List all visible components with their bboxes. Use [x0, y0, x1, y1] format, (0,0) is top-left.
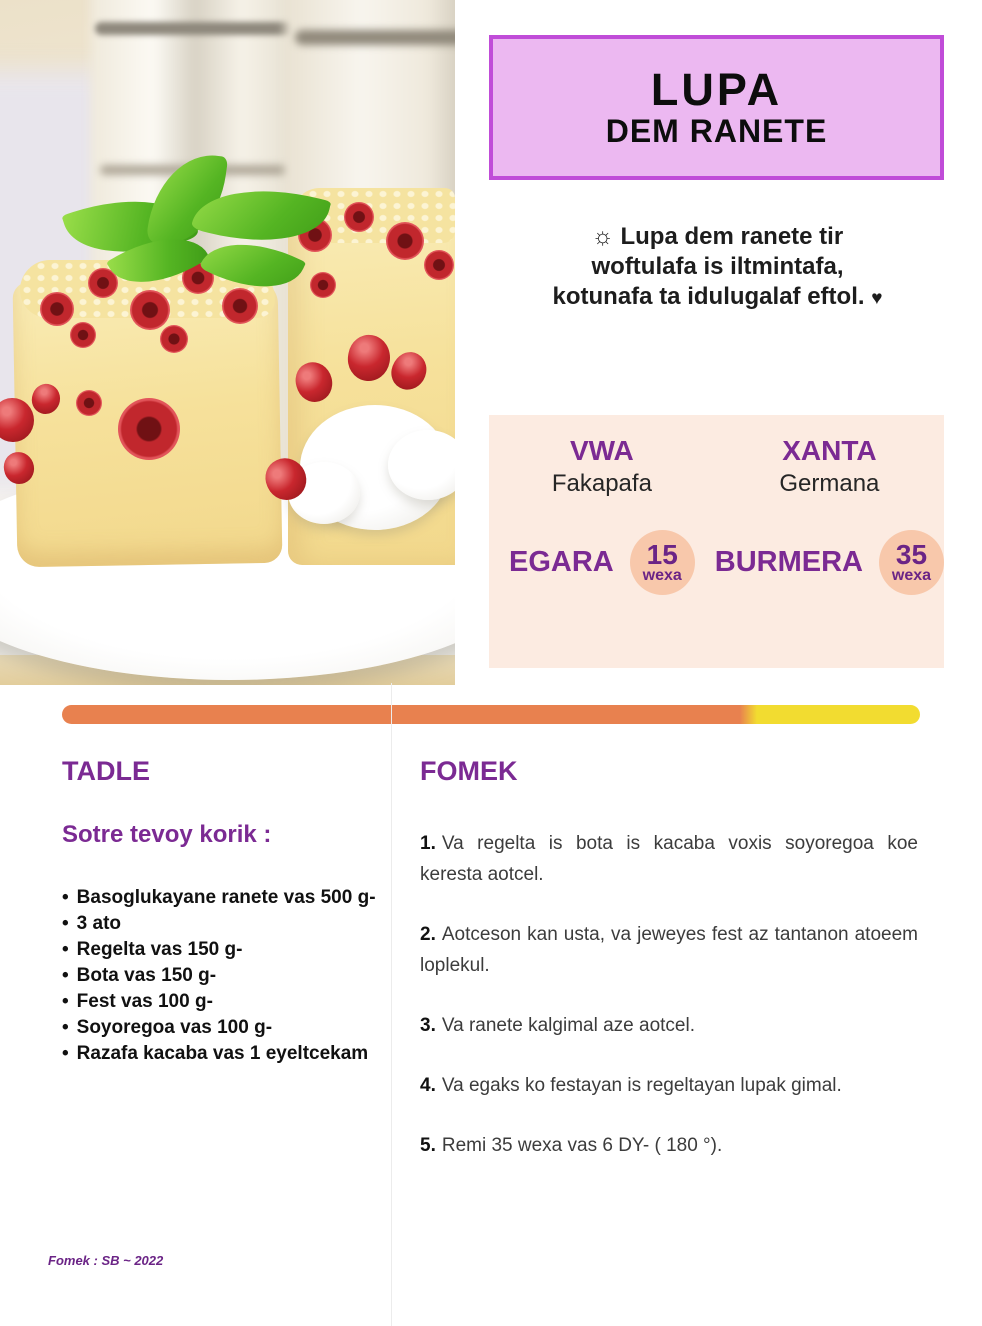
description: [465, 222, 970, 314]
ingredients-heading: TADLE: [62, 756, 150, 786]
stat-row: [715, 530, 944, 595]
info-label: XANTA: [782, 435, 877, 466]
cherry: [40, 292, 74, 326]
list-item: • Basoglukayane ranete vas 500 g-: [62, 887, 376, 908]
title-box: [489, 35, 944, 180]
bullet-icon: •: [62, 1017, 69, 1038]
step-5: 5. Remi 35 wexa vas 6 DY- ( 180 °).: [420, 1135, 723, 1156]
description-line-2: woftulafa is iltmintafa,: [591, 253, 844, 280]
info-col-vwa: [489, 435, 715, 668]
column-divider: [391, 683, 392, 1326]
info-label: VWA: [570, 435, 634, 466]
heart-icon: ♥: [871, 288, 883, 309]
footer-credit: Fomek : SB ~ 2022: [48, 1253, 164, 1268]
stat-unit: wexa: [642, 566, 682, 584]
bullet-icon: •: [62, 913, 69, 934]
step-4: 4. Va egaks ko festayan is regeltayan lupak gimal.: [420, 1075, 842, 1096]
stat-label: BURMERA: [714, 546, 863, 578]
bullet-icon: •: [62, 965, 69, 986]
recipe-photo: [0, 0, 455, 685]
step-3: 3. Va ranete kalgimal aze aotcel.: [420, 1015, 695, 1036]
info-value: Germana: [779, 470, 880, 497]
info-col-xanta: [715, 435, 944, 668]
list-item: • Razafa kacaba vas 1 eyeltcekam: [62, 1043, 369, 1064]
ingredients-section: [62, 756, 384, 1067]
ingredients-list: [62, 885, 384, 1067]
bullet-icon: •: [62, 939, 69, 960]
stat-unit: wexa: [891, 566, 932, 584]
step-1: 1. Va regelta is bota is kacaba voxis soyoregoa koe keresta aotcel.: [420, 833, 918, 885]
info-value: Fakapafa: [551, 470, 652, 497]
list-item: • Bota vas 150 g-: [62, 965, 217, 986]
list-item: • Fest vas 100 g-: [62, 991, 213, 1012]
ingredients-subheading: Sotre tevoy korik :: [62, 821, 272, 848]
info-box: [489, 415, 944, 668]
recipe-subtitle: DEM RANETE: [605, 112, 828, 149]
bullet-icon: •: [62, 991, 69, 1012]
stat-label: EGARA: [509, 546, 614, 578]
list-item: • Regelta vas 150 g-: [62, 939, 243, 960]
steps-heading: FOMEK: [420, 756, 518, 786]
divider-bar: [62, 705, 920, 724]
time-badge: [879, 530, 944, 595]
stat-row: [509, 530, 695, 595]
sun-icon: ☼: [591, 223, 614, 250]
step-2: 2. Aotceson kan usta, va jeweyes fest az tantanon atoeem loplekul.: [420, 924, 918, 976]
list-item: • 3 ato: [62, 913, 122, 934]
description-line-1: ☼ Lupa dem ranete tir: [591, 223, 844, 250]
time-badge: [630, 530, 695, 595]
stat-value: 15: [646, 538, 678, 570]
stat-value: 35: [895, 538, 928, 570]
bullet-icon: •: [62, 1043, 69, 1064]
bullet-icon: •: [62, 887, 69, 908]
steps-section: [420, 756, 918, 1190]
description-line-3: kotunafa ta idulugalaf eftol. ♥: [552, 283, 883, 310]
list-item: • Soyoregoa vas 100 g-: [62, 1017, 273, 1038]
recipe-title: LUPA: [650, 64, 783, 116]
